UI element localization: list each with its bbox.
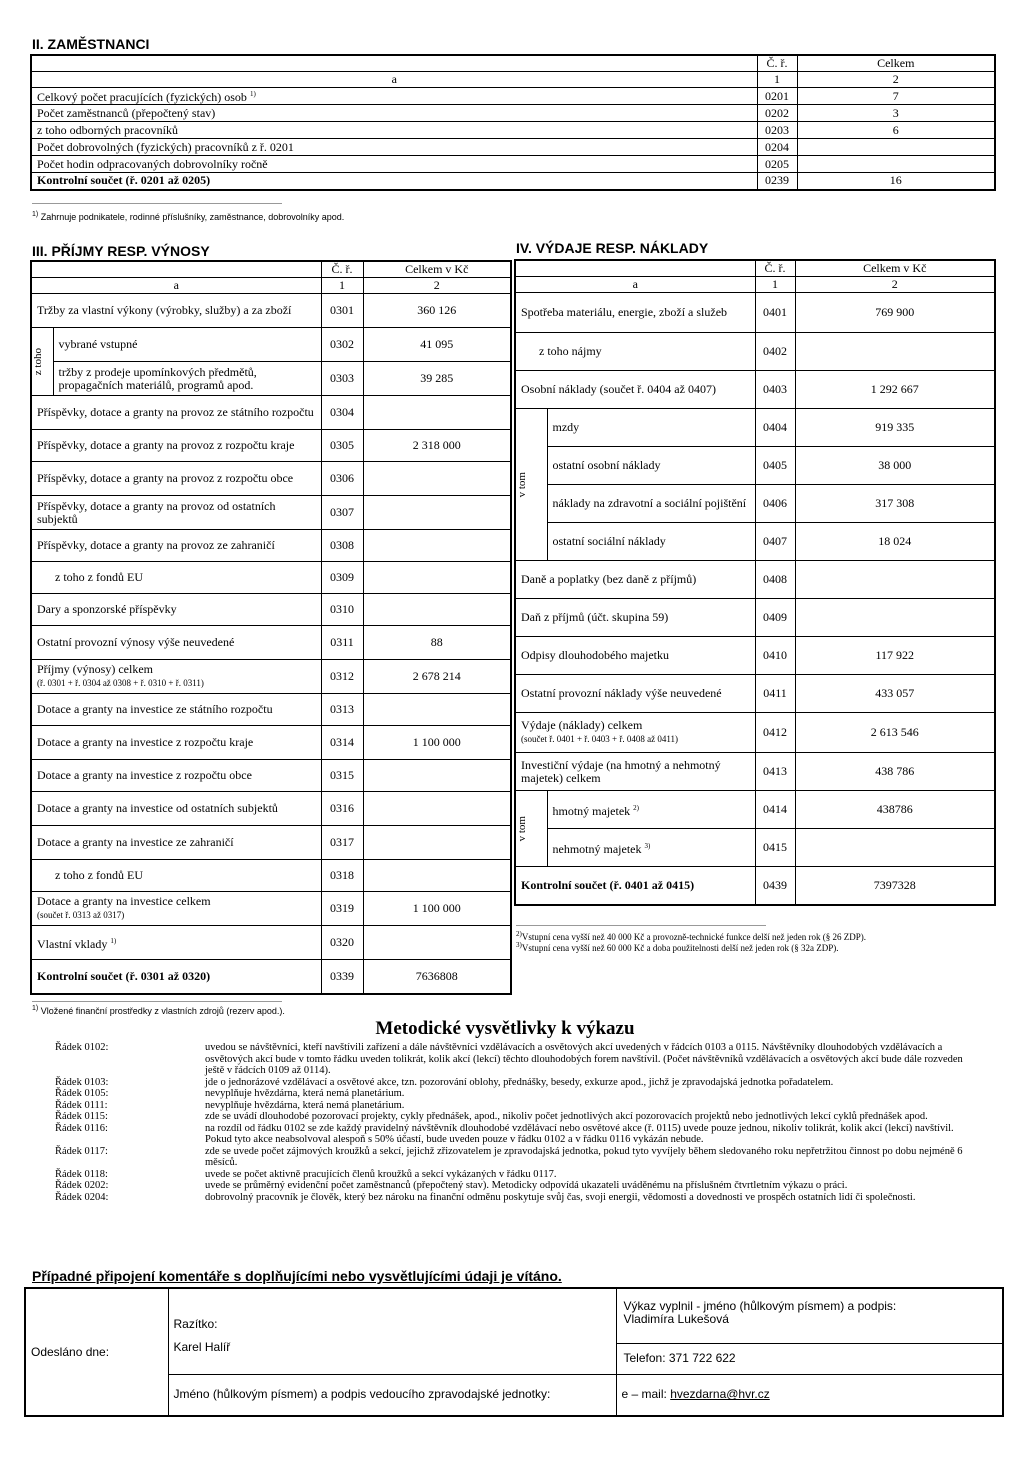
explanation-text: nevyplňuje hvězdárna, která nemá planetárium. (205, 1088, 405, 1099)
table-row (31, 462, 511, 496)
table-row (515, 867, 995, 905)
table-row (31, 826, 511, 860)
income-table (30, 260, 512, 995)
row-label: Počet dobrovolných (fyzických) pracovníků z ř. 0201 (31, 139, 757, 156)
row-value[interactable]: 317 308 (795, 485, 995, 523)
row-label: ostatní sociální náklady (547, 523, 755, 561)
row-label: hmotný majetek $^{2)}$ (547, 791, 755, 829)
col-header-1: 1 (321, 278, 363, 294)
row-code: 0339 (321, 960, 363, 994)
row-value[interactable]: 39 285 (363, 362, 511, 396)
table-row (31, 156, 995, 173)
table-row (515, 829, 995, 867)
row-value[interactable]: 117 922 (795, 637, 995, 675)
row-label: tržby z prodeje upomínkových předmětů, propagačních materiálů, programů apod. (53, 362, 321, 396)
explanation-key: Řádek 0111: (55, 1099, 108, 1111)
explanations-title: Metodické vysvětlivky k výkazu (375, 1018, 635, 1039)
row-label: mzdy (547, 409, 755, 447)
col-header-2: 2 (363, 278, 511, 294)
table-row (31, 594, 511, 626)
table-row (31, 562, 511, 594)
row-label: ostatní osobní náklady (547, 447, 755, 485)
table-row (515, 675, 995, 713)
table-row (31, 960, 511, 994)
row-value[interactable]: 1 292 667 (795, 371, 995, 409)
table-row (515, 485, 995, 523)
row-label: Dotace a granty na investice z rozpočtu kraje (31, 726, 321, 760)
row-value[interactable] (363, 826, 511, 860)
row-code: 0307 (321, 496, 363, 530)
row-label: z toho nájmy (515, 333, 755, 371)
table-row (515, 371, 995, 409)
filled-label: Výkaz vyplnil - jméno (hůlkovým písmem) a podpis: (623, 1298, 897, 1313)
row-label: Ostatní provozní výnosy výše neuvedené (31, 626, 321, 660)
row-label: Investiční výdaje (na hmotný a nehmotný majetek) celkem (515, 753, 755, 791)
row-code: 0305 (321, 430, 363, 462)
row-value[interactable] (363, 594, 511, 626)
table-row (515, 561, 995, 599)
row-code: 0308 (321, 530, 363, 562)
email-label: e – mail: (621, 1387, 667, 1402)
col-header-2: 2 (795, 277, 995, 293)
table-row (31, 139, 995, 156)
row-code: 0304 (321, 396, 363, 430)
row-value[interactable]: 360 126 (363, 294, 511, 328)
col-header-cr: Č. ř. (755, 260, 795, 277)
table-row (31, 530, 511, 562)
phone-label: Telefon: (623, 1350, 666, 1365)
sent-label: Odesláno dne: (31, 1344, 110, 1359)
row-value[interactable] (795, 333, 995, 371)
row-code: 0202 (757, 105, 797, 122)
row-code: 0407 (755, 523, 795, 561)
table-row (31, 792, 511, 826)
email-value[interactable]: hvezdarna@hvr.cz (670, 1387, 770, 1402)
expenses-table (514, 259, 996, 906)
table-row (31, 860, 511, 892)
table-row (31, 660, 511, 694)
row-label: Výdaje (náklady) celkem (součet ř. 0401 + ř. 0403 + ř. 0408 až 0411) (515, 713, 755, 753)
col-header-a: a (31, 72, 757, 88)
row-value[interactable] (363, 396, 511, 430)
explanation-key: Řádek 0202: (55, 1180, 109, 1191)
row-label: Celkový počet pracujících (fyzických) osob $^{1)}$ (31, 88, 757, 105)
row-code: 0412 (755, 713, 795, 753)
group-label: v tom (516, 815, 528, 842)
head-signature-cell[interactable] (168, 1374, 616, 1416)
explanation-text: uvede se průměrný evidenční počet zaměstnanců (přepočtený stav). Metodicky odpovídá ukazateli uváděnému na příslušném čtvrtletním výkazu o práci. (205, 1180, 848, 1191)
row-value[interactable]: 41 095 (363, 328, 511, 362)
col-header-1: 1 (755, 277, 795, 293)
table-row (31, 105, 995, 122)
row-value[interactable]: 18 024 (795, 523, 995, 561)
stamp-label: Razítko: (173, 1317, 218, 1332)
col-header-total: Celkem v Kč (363, 261, 511, 278)
comment-note: Případné připojení komentáře s doplňujícími nebo vysvětlujícími údaji je vítáno. (32, 1268, 562, 1284)
row-code: 0311 (321, 626, 363, 660)
row-value[interactable]: 3 (797, 105, 995, 122)
row-label: z toho odborných pracovníků (31, 122, 757, 139)
row-label: Počet hodin odpracovaných dobrovolníky ročně (31, 156, 757, 173)
filled-by-cell[interactable] (616, 1288, 1003, 1374)
group-label: v tom (516, 471, 528, 498)
explanations-list (55, 1042, 975, 1203)
row-code: 0409 (755, 599, 795, 637)
row-code: 0301 (321, 294, 363, 328)
row-value[interactable]: 433 057 (795, 675, 995, 713)
row-code: 0408 (755, 561, 795, 599)
row-label: Příspěvky, dotace a granty na provoz od ostatních subjektů (31, 496, 321, 530)
row-value[interactable]: 7 (797, 88, 995, 105)
row-label: Daň z příjmů (účt. skupina 59) (515, 599, 755, 637)
section2-footnote: $^{1)}$ Zahrnuje podnikatele, rodinné příslušníky, zaměstnance, dobrovolníky apod. (32, 211, 345, 222)
filled-name: Vladimíra Lukešová (623, 1311, 729, 1326)
row-value[interactable]: 7397328 (795, 867, 995, 905)
table-row (31, 430, 511, 462)
row-value[interactable]: 2 318 000 (363, 430, 511, 462)
explanation-text: uvede se počet aktivně pracujících členů kroužků a sekcí vykázaných v řádku 0117. (205, 1168, 557, 1180)
row-code: 0302 (321, 328, 363, 362)
explanation-item (55, 1169, 975, 1181)
row-code: 0310 (321, 594, 363, 626)
table-row (31, 726, 511, 760)
row-code: 0319 (321, 892, 363, 926)
row-code: 0402 (755, 333, 795, 371)
stamp-cell[interactable] (168, 1288, 616, 1374)
table-row (31, 88, 995, 105)
explanation-item (55, 1042, 975, 1077)
row-value[interactable]: 2 613 546 (795, 713, 995, 753)
row-label: Dotace a granty na investice ze státního rozpočtu (31, 694, 321, 726)
stamp-name: Karel Halíř (173, 1340, 231, 1355)
row-label: Kontrolní součet (ř. 0401 až 0415) (515, 867, 755, 905)
explanation-key: Řádek 0204: (55, 1191, 109, 1203)
col-header-cr: Č. ř. (321, 261, 363, 278)
row-value[interactable] (363, 860, 511, 892)
explanation-text: zde se uvádí dlouhodobé pozorovací projekty, cykly přednášek, apod., nikoliv počet jednotlivých akcí pozorovacích projektů nebo jednotlivých lekcí cyklů přednášek apod. (205, 1111, 928, 1122)
row-label: Dary a sponzorské příspěvky (31, 594, 321, 626)
head-label: Jméno (hůlkovým písmem) a podpis vedoucího zpravodajské jednotky: (173, 1387, 551, 1402)
table-row (31, 892, 511, 926)
row-label: z toho z fondů EU (31, 860, 321, 892)
table-row (31, 396, 511, 430)
row-code: 0413 (755, 753, 795, 791)
row-value[interactable]: 919 335 (795, 409, 995, 447)
row-value[interactable]: 769 900 (795, 293, 995, 333)
row-label: Dotace a granty na investice celkem (součet ř. 0313 až 0317) (31, 892, 321, 926)
explanation-key: Řádek 0116: (55, 1122, 108, 1134)
row-value[interactable] (797, 156, 995, 173)
table-row (515, 293, 995, 333)
row-label: vybrané vstupné (53, 328, 321, 362)
row-code: 0316 (321, 792, 363, 826)
explanation-text: uvedou se návštěvníci, kteří navštívili zařízení a dále návštěvníci vzdělávacích a osvětových akcí uvedených v řádcích 0103 a 0115. Návštěvníky dlouhodobých vzdělávacích a osvětových akcí bude v tomto řádku uveden tolikrát, kolik akcí (lekcí) těchto dlouhodobých forem navštívil. (Počet návštěvníků vzdělávacích a osvětových akcí bude dále rozveden ještě v řádcích 0109 až 0114). (205, 1042, 963, 1076)
row-code: 0320 (321, 926, 363, 960)
row-code: 0411 (755, 675, 795, 713)
table-row (515, 523, 995, 561)
row-code: 0312 (321, 660, 363, 694)
section2-title: II. ZAMĚSTNANCI (32, 36, 150, 52)
explanation-item (55, 1088, 975, 1100)
row-value[interactable] (363, 792, 511, 826)
row-value[interactable] (363, 530, 511, 562)
row-label: Kontrolní součet (ř. 0201 až 0205) (31, 173, 757, 190)
explanation-item (55, 1123, 975, 1146)
row-code: 0204 (757, 139, 797, 156)
row-code: 0239 (757, 173, 797, 190)
row-code: 0315 (321, 760, 363, 792)
row-label: Dotace a granty na investice z rozpočtu obce (31, 760, 321, 792)
row-value[interactable]: 1 100 000 (363, 726, 511, 760)
table-row (31, 926, 511, 960)
row-value[interactable] (363, 694, 511, 726)
row-value[interactable]: 88 (363, 626, 511, 660)
explanation-text: nevyplňuje hvězdárna, která nemá planetárium. (205, 1099, 405, 1111)
explanation-item (55, 1100, 975, 1112)
row-code: 0403 (755, 371, 795, 409)
explanation-item (55, 1192, 975, 1204)
row-value[interactable] (363, 462, 511, 496)
row-label: Odpisy dlouhodobého majetku (515, 637, 755, 675)
row-value[interactable]: 2 678 214 (363, 660, 511, 694)
explanation-key: Řádek 0102: (55, 1042, 109, 1053)
row-label: nehmotný majetek $^{3)}$ (547, 829, 755, 867)
table-row (31, 694, 511, 726)
row-code: 0309 (321, 562, 363, 594)
col-header-cr: Č. ř. (757, 55, 797, 72)
row-value[interactable] (795, 599, 995, 637)
row-value[interactable] (363, 760, 511, 792)
row-code: 0303 (321, 362, 363, 396)
group-label: z toho (32, 347, 44, 376)
table-row (515, 599, 995, 637)
table-row (31, 496, 511, 530)
table-row (515, 409, 995, 447)
explanation-key: Řádek 0115: (55, 1111, 108, 1122)
explanation-text: zde se uvede počet zájmových kroužků a sekcí, jejichž zřizovatelem je zpravodajská jednotka, pokud tyto vyvíjely během sledovaného roku nepřetržitou činnost po dobu nejméně 6 měsíců. (205, 1145, 963, 1168)
row-label: Příjmy (výnosy) celkem (ř. 0301 + ř. 0304 až 0308 + ř. 0310 + ř. 0311) (31, 660, 321, 694)
row-label: Příspěvky, dotace a granty na provoz ze zahraničí (31, 530, 321, 562)
section4-footnote-2: $^{2)}$Vstupní cena vyšší než 40 000 Kč a provozně-technické funkce delší než jeden rok (§ 26 ZDP). (516, 930, 866, 942)
explanation-text: jde o jednorázové vzdělávací a osvětové akce, tzn. pozorování oblohy, přednášky, besedy, exkurze apod., jichž je zpravodajská jednotka pořadatelem. (205, 1076, 834, 1088)
col-header-a: a (515, 277, 755, 293)
explanation-item (55, 1146, 975, 1169)
email-cell[interactable] (616, 1374, 1003, 1416)
col-header-total: Celkem v Kč (795, 260, 995, 277)
section3-title: III. PŘÍJMY RESP. VÝNOSY (32, 243, 210, 259)
row-code: 0415 (755, 829, 795, 867)
row-label: z toho z fondů EU (31, 562, 321, 594)
sent-date-cell[interactable] (25, 1288, 168, 1416)
table-row (515, 713, 995, 753)
col-header-a: a (31, 278, 321, 294)
row-code: 0439 (755, 867, 795, 905)
row-code: 0201 (757, 88, 797, 105)
col-header-1: 1 (757, 72, 797, 88)
row-code: 0410 (755, 637, 795, 675)
row-value[interactable] (797, 139, 995, 156)
table-row (31, 362, 511, 396)
explanation-key: Řádek 0118: (55, 1168, 108, 1180)
explanation-text: dobrovolný pracovník je člověk, který bez nároku na finanční odměnu poskytuje svůj čas, svoji energii, vědomosti a dovednosti ve prospěch ostatních lidí či společnosti. (205, 1191, 916, 1203)
row-code: 0414 (755, 791, 795, 829)
row-code: 0401 (755, 293, 795, 333)
row-label: Příspěvky, dotace a granty na provoz z rozpočtu kraje (31, 430, 321, 462)
section3-footnote: $^{1)}$ Vložené finanční prostředky z vlastních zdrojů (rezerv apod.). (32, 1005, 285, 1016)
row-value[interactable]: 7636808 (363, 960, 511, 994)
signature-table (24, 1287, 1004, 1417)
row-code: 0203 (757, 122, 797, 139)
row-label: Příspěvky, dotace a granty na provoz z rozpočtu obce (31, 462, 321, 496)
row-label: náklady na zdravotní a sociální pojištění (547, 485, 755, 523)
row-value[interactable] (363, 562, 511, 594)
row-label: Tržby za vlastní výkony (výrobky, služby) a za zboží (31, 294, 321, 328)
row-label: Spotřeba materiálu, energie, zboží a služeb (515, 293, 755, 333)
explanation-item (55, 1077, 975, 1089)
table-row (515, 447, 995, 485)
row-label: Počet zaměstnanců (přepočtený stav) (31, 105, 757, 122)
row-label: Vlastní vklady $^{1)}$ (31, 926, 321, 960)
row-value[interactable]: 16 (797, 173, 995, 190)
row-label: Ostatní provozní náklady výše neuvedené (515, 675, 755, 713)
explanation-key: Řádek 0103: (55, 1076, 109, 1088)
table-row (31, 173, 995, 190)
row-value[interactable]: 1 100 000 (363, 892, 511, 926)
explanation-item (55, 1111, 975, 1123)
row-label: Daně a poplatky (bez daně z příjmů) (515, 561, 755, 599)
table-row (515, 753, 995, 791)
row-value[interactable]: 38 000 (795, 447, 995, 485)
explanation-key: Řádek 0117: (55, 1145, 108, 1157)
row-label: Kontrolní součet (ř. 0301 až 0320) (31, 960, 321, 994)
table-row (515, 791, 995, 829)
row-value[interactable] (795, 829, 995, 867)
row-value[interactable]: 6 (797, 122, 995, 139)
row-code: 0406 (755, 485, 795, 523)
explanation-text: na rozdíl od řádku 0102 se zde každý pravidelný návštěvník dlouhodobé vzdělávací nebo osvětové akce (ř. 0115) uvede pouze jednou, nikoliv tolikrát, kolik akcí (lekcí) navštívil. Pokud tyto akce neabsolvoval alespoň s 50% účastí, bude uveden pouze v řádku 0102 a v řádku 0116 vykázán nebude. (205, 1122, 954, 1145)
table-row (515, 637, 995, 675)
table-row (31, 122, 995, 139)
explanation-item (55, 1180, 975, 1192)
section4-title: IV. VÝDAJE RESP. NÁKLADY (516, 240, 709, 256)
row-label: Dotace a granty na investice ze zahraničí (31, 826, 321, 860)
explanation-key: Řádek 0105: (55, 1088, 109, 1099)
row-value[interactable] (795, 561, 995, 599)
employees-table (30, 54, 996, 191)
row-code: 0313 (321, 694, 363, 726)
section4-footnote-3: $^{3)}$Vstupní cena vyšší než 60 000 Kč a doba použitelnosti delší než jeden rok (§ 32a ZDP). (516, 941, 839, 953)
row-code: 0404 (755, 409, 795, 447)
row-value[interactable]: 438 786 (795, 753, 995, 791)
row-value[interactable] (363, 926, 511, 960)
table-row (31, 626, 511, 660)
row-label: Osobní náklady (součet ř. 0404 až 0407) (515, 371, 755, 409)
row-code: 0318 (321, 860, 363, 892)
col-header-total: Celkem (797, 55, 995, 72)
row-code: 0317 (321, 826, 363, 860)
table-row (515, 333, 995, 371)
table-row (31, 294, 511, 328)
col-header-2: 2 (797, 72, 995, 88)
table-row (31, 328, 511, 362)
row-code: 0405 (755, 447, 795, 485)
table-row (31, 760, 511, 792)
row-code: 0306 (321, 462, 363, 496)
phone-value: 371 722 622 (668, 1350, 736, 1365)
row-label: Dotace a granty na investice od ostatních subjektů (31, 792, 321, 826)
row-code: 0314 (321, 726, 363, 760)
row-value[interactable] (363, 496, 511, 530)
row-code: 0205 (757, 156, 797, 173)
row-label: Příspěvky, dotace a granty na provoz ze státního rozpočtu (31, 396, 321, 430)
row-value[interactable]: 438786 (795, 791, 995, 829)
